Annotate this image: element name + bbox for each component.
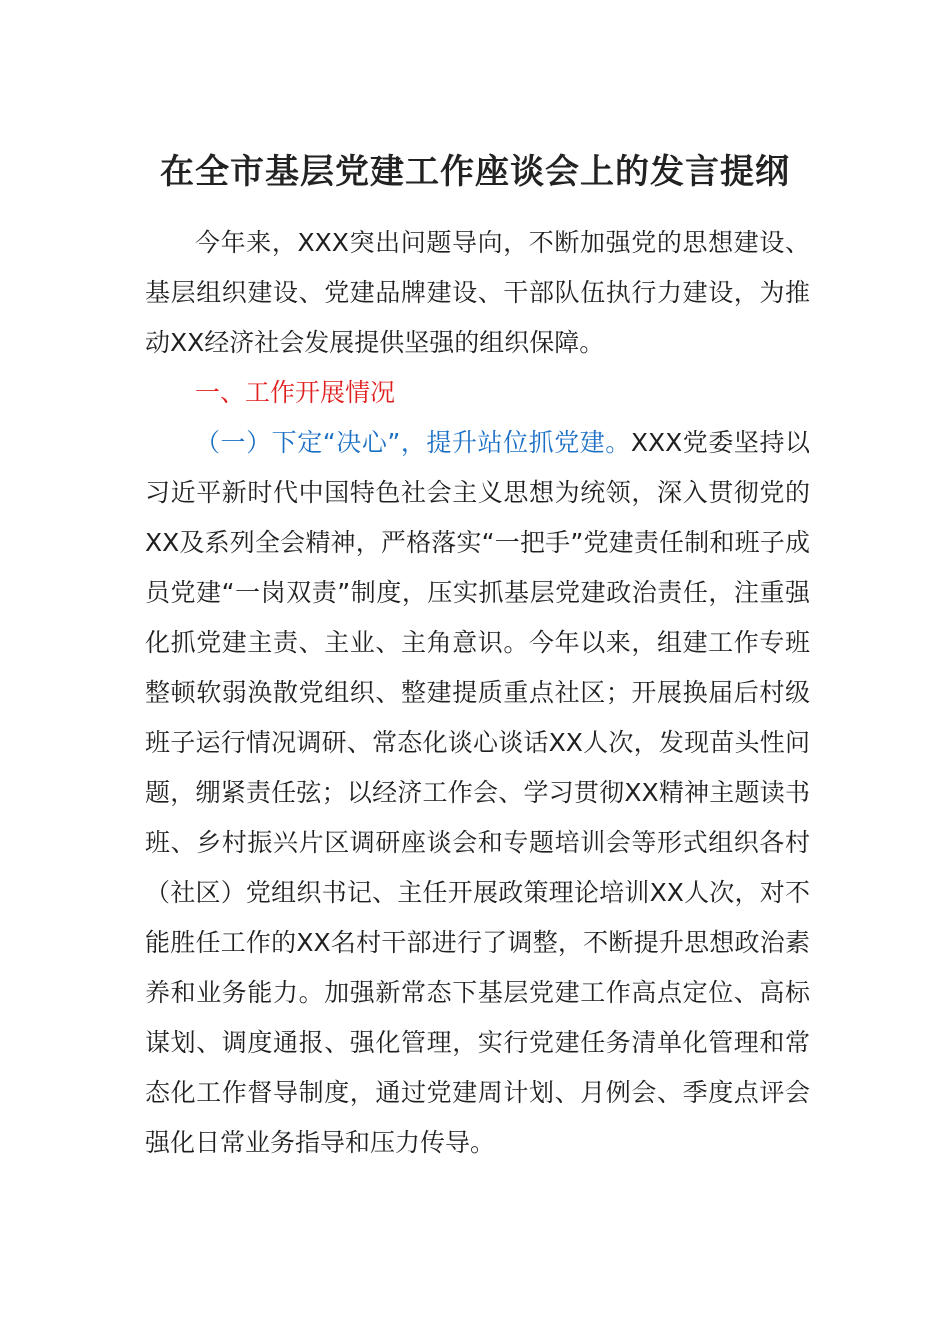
intro-paragraph: 今年来，XXX突出问题导向，不断加强党的思想建设、基层组织建设、党建品牌建设、干部队伍执行力建设，为推动XX经济社会发展提供坚强的组织保障。 <box>145 228 810 357</box>
subsection-body-1: XXX党委坚持以习近平新时代中国特色社会主义思想为统领，深入贯彻党的XX及系列全会精神，严格落实“一把手”党建责任制和班子成员党建“一岗双责”制度，压实抓基层党建政治责任，注重强化抓党建主责、主业、主角意识。今年以来，组建工作专班整顿软弱涣散党组织、整建提质重点社区；开展换届后村级班子运行情况调研、常态化谈心谈话XX人次，发现苗头性问题，绷紧责任弦；以经济工作会、学习贯彻XX精神主题读书班、乡村振兴片区调研座谈会和专题培训会等形式组织各村（社区）党组织书记、主任开展政策理论培训XX人次，对不能胜任工作的XX名村干部进行了调整，不断提升思想政治素养和业务能力。加强新常态下基层党建工作高点定位、高标谋划、调度通报、强化管理，实行党建任务清单化管理和常态化工作督导制度，通过党建周计划、月例会、季度点评会强化日常业务指导和压力传导。 <box>145 428 811 1157</box>
section-heading-work-progress: 一、工作开展情况 <box>195 378 396 407</box>
document-body <box>145 218 810 1168</box>
document-title: 在全市基层党建工作座谈会上的发言提纲 <box>160 152 790 192</box>
subsection-paragraph-1 <box>145 418 810 1168</box>
subsection-heading-1: （一）下定“决心”，提升站位抓党建。 <box>195 428 631 457</box>
